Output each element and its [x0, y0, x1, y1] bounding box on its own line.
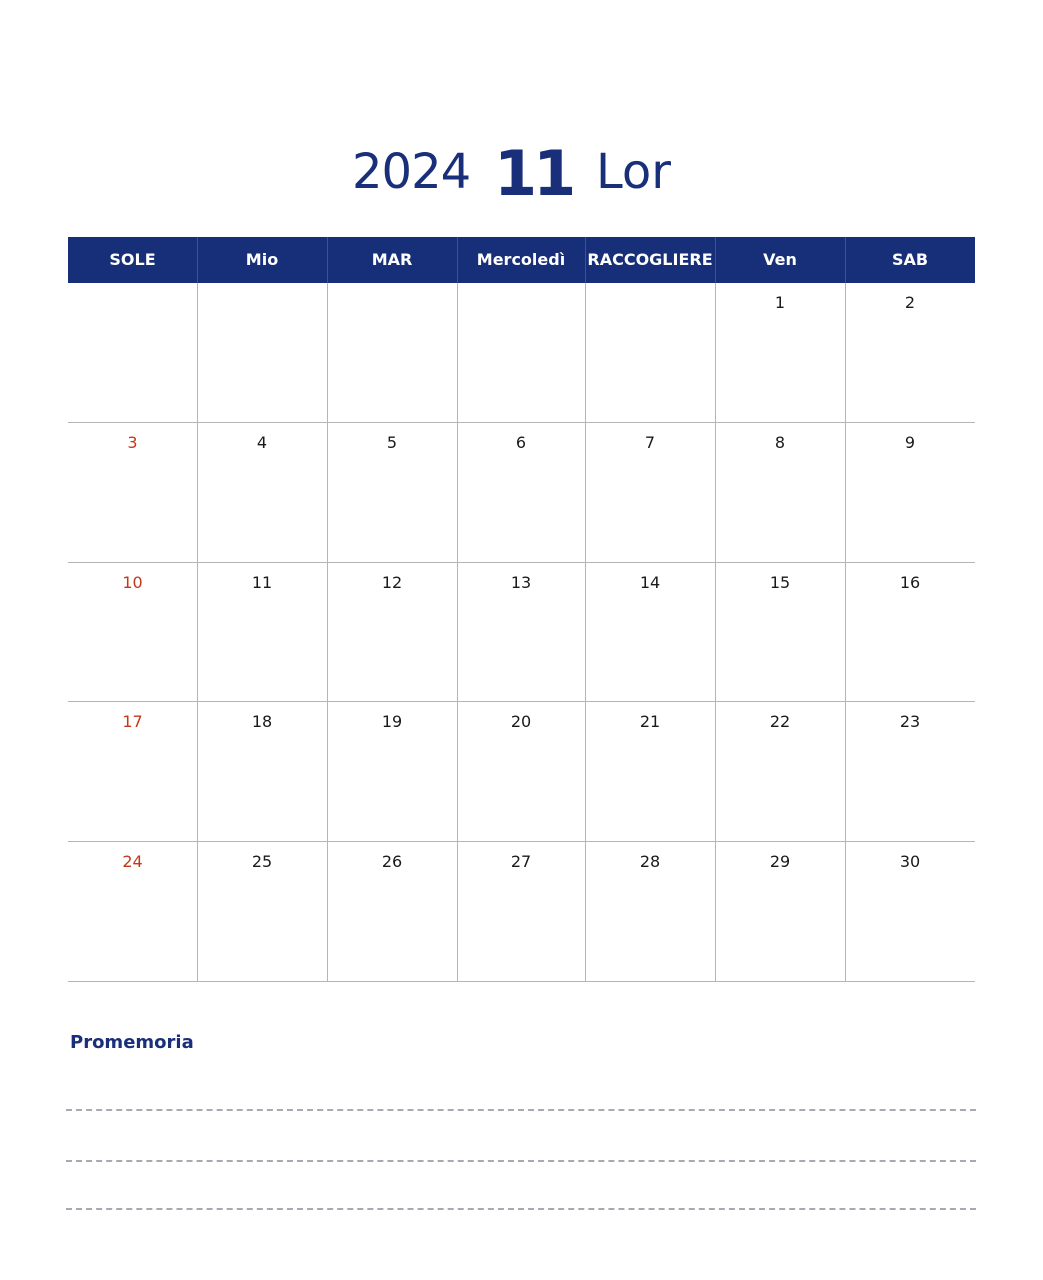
day-cell: [68, 283, 197, 423]
calendar-grid: [68, 283, 975, 982]
calendar-title: [0, 136, 1043, 216]
day-cell: [457, 283, 585, 423]
day-cell[interactable]: [457, 702, 585, 842]
day-number: 1: [774, 293, 786, 312]
weekday-header-0: SOLE: [109, 250, 156, 269]
day-number: 21: [639, 712, 661, 732]
day-number: 5: [386, 432, 398, 452]
weekday-header-5: Ven: [763, 250, 797, 269]
day-number: 4: [256, 432, 268, 452]
day-number: 13: [510, 572, 532, 592]
day-cell[interactable]: [68, 702, 197, 842]
day-number: 16: [899, 572, 921, 592]
memo-title: Promemoria: [70, 1032, 194, 1053]
title-month-name: Lor: [596, 144, 671, 200]
day-cell[interactable]: [715, 283, 845, 423]
day-number: 26: [381, 852, 403, 872]
day-cell[interactable]: [715, 563, 845, 703]
day-number: 19: [381, 712, 403, 732]
day-number: 27: [510, 852, 532, 872]
day-cell[interactable]: [457, 842, 585, 982]
day-cell[interactable]: [457, 423, 585, 563]
title-year: 2024: [352, 144, 471, 200]
header-divider: [845, 237, 846, 283]
day-cell[interactable]: [585, 563, 715, 703]
day-cell[interactable]: [845, 842, 975, 982]
day-cell[interactable]: [327, 842, 457, 982]
day-cell[interactable]: [197, 563, 327, 703]
weekday-header-1: Mio: [245, 250, 279, 269]
day-cell[interactable]: [845, 283, 975, 423]
grid-row-divider: [68, 701, 975, 702]
day-cell[interactable]: [585, 842, 715, 982]
day-number: 10: [122, 572, 143, 592]
day-number: 9: [904, 432, 916, 452]
day-cell[interactable]: [585, 702, 715, 842]
day-cell[interactable]: [715, 842, 845, 982]
day-number: 12: [381, 572, 403, 592]
day-number: 23: [899, 712, 921, 732]
day-cell[interactable]: [68, 563, 197, 703]
grid-column-divider: [845, 283, 846, 982]
memo-line[interactable]: [66, 1160, 976, 1162]
day-cell[interactable]: [68, 842, 197, 982]
day-cell[interactable]: [845, 702, 975, 842]
grid-row-divider: [68, 562, 975, 563]
day-cell[interactable]: [197, 842, 327, 982]
memo-line[interactable]: [66, 1109, 976, 1111]
day-number: 2: [904, 293, 916, 312]
weekday-header-3: Mercoledì: [476, 250, 566, 269]
grid-column-divider: [715, 283, 716, 982]
weekday-header-2: MAR: [371, 250, 413, 269]
weekday-header-row: [68, 237, 975, 283]
day-cell[interactable]: [585, 423, 715, 563]
day-cell[interactable]: [197, 702, 327, 842]
day-number: 29: [769, 852, 791, 872]
day-number: 7: [644, 432, 656, 452]
day-number: 30: [899, 852, 921, 872]
day-number: 8: [774, 432, 786, 452]
grid-column-divider: [197, 283, 198, 982]
day-cell[interactable]: [68, 423, 197, 563]
day-cell[interactable]: [457, 563, 585, 703]
day-cell[interactable]: [715, 702, 845, 842]
day-number: 11: [251, 572, 273, 592]
day-cell[interactable]: [845, 423, 975, 563]
grid-row-divider: [68, 841, 975, 842]
memo-line[interactable]: [66, 1208, 976, 1210]
day-number: 24: [122, 852, 143, 872]
day-cell[interactable]: [327, 702, 457, 842]
day-cell: [585, 283, 715, 423]
grid-row-divider: [68, 422, 975, 423]
header-divider: [585, 237, 586, 283]
day-cell[interactable]: [715, 423, 845, 563]
day-cell[interactable]: [327, 423, 457, 563]
grid-row-divider: [68, 981, 975, 982]
day-cell: [197, 283, 327, 423]
header-divider: [327, 237, 328, 283]
header-divider: [715, 237, 716, 283]
day-cell: [327, 283, 457, 423]
day-number: 6: [515, 432, 527, 452]
day-number: 25: [251, 852, 273, 872]
day-number: 28: [639, 852, 661, 872]
day-number: 15: [769, 572, 791, 592]
day-number: 3: [127, 432, 138, 452]
grid-column-divider: [457, 283, 458, 982]
day-number: 18: [251, 712, 273, 732]
day-number: 22: [769, 712, 791, 732]
title-month-number: 11: [494, 137, 573, 210]
grid-column-divider: [327, 283, 328, 982]
grid-column-divider: [585, 283, 586, 982]
header-divider: [197, 237, 198, 283]
day-cell[interactable]: [845, 563, 975, 703]
weekday-header-4: RACCOGLIERE: [587, 250, 713, 269]
day-cell[interactable]: [327, 563, 457, 703]
header-divider: [457, 237, 458, 283]
day-number: 14: [639, 572, 661, 592]
day-number: 17: [122, 712, 143, 732]
day-cell[interactable]: [197, 423, 327, 563]
day-number: 20: [510, 712, 532, 732]
weekday-header-6: SAB: [891, 250, 929, 269]
